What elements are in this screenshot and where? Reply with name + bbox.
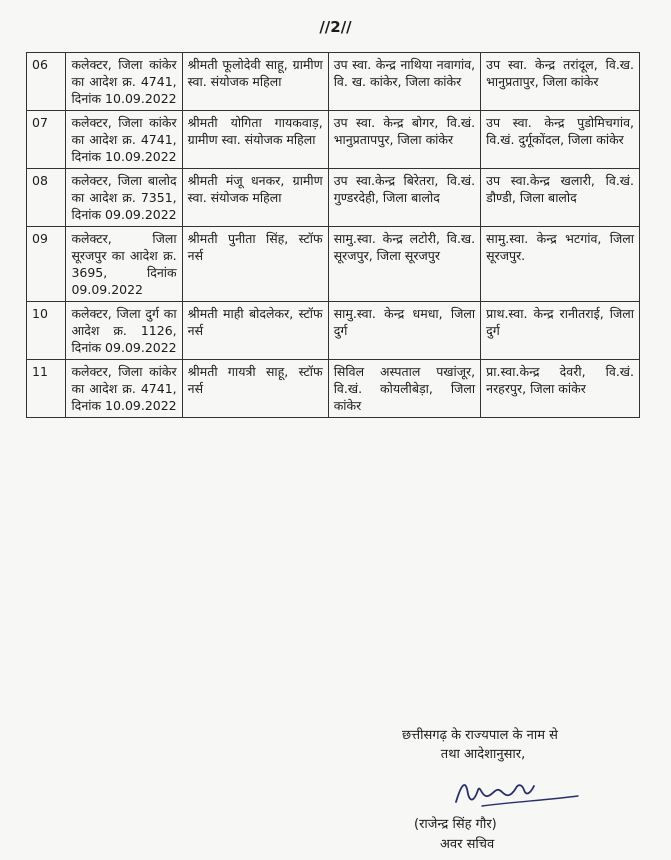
signatory-designation: अवर सचिव bbox=[440, 837, 495, 852]
signatory-name: (राजेन्द्र सिंह गौर) bbox=[414, 817, 497, 832]
from-location-cell-text: सामु.स्वा. केन्द्र धमधा, जिला दुर्ग bbox=[333, 306, 476, 338]
from-location-cell-text: उप स्वा.केन्द्र बिरेतरा, वि.खं. गुण्डरदेही, जिला बालोद bbox=[333, 173, 476, 205]
serial-number-cell-text: 08 bbox=[32, 173, 48, 188]
from-location-cell bbox=[328, 111, 480, 169]
serial-number-cell bbox=[27, 227, 66, 302]
transfer-order-table bbox=[26, 52, 640, 418]
to-location-cell-text: उप स्वा. केन्द्र पुडोमिचगांव, वि.खं. दुर्गूकोंदल, जिला कांकेर bbox=[486, 115, 634, 147]
order-authority-cell-text: कलेक्टर, जिला सूरजपुर का आदेश क्र. 3695, दिनांक 09.09.2022 bbox=[71, 231, 177, 297]
closing-block bbox=[330, 726, 630, 764]
to-location-cell bbox=[481, 302, 640, 360]
employee-name-cell-text: श्रीमती योगिता गायकवाड़, ग्रामीण स्वा. संयोजक महिला bbox=[187, 115, 323, 147]
to-location-cell bbox=[481, 227, 640, 302]
serial-number-cell-text: 07 bbox=[32, 115, 48, 130]
table-row bbox=[27, 302, 640, 360]
employee-name-cell-text: श्रीमती गायत्री साहू, स्टॉफ नर्स bbox=[187, 364, 323, 396]
serial-number-cell bbox=[27, 53, 66, 111]
to-location-cell-text: उप स्वा. केन्द्र तरांदूल, वि.ख. भानुप्रतापुर, जिला कांकेर bbox=[486, 57, 634, 89]
serial-number-cell-text: 09 bbox=[32, 231, 48, 246]
employee-name-cell bbox=[182, 227, 328, 302]
order-authority-cell bbox=[66, 302, 182, 360]
closing-line-2: तथा आदेशानुसार, bbox=[440, 747, 526, 762]
to-location-cell-text: प्रा.स्वा.केन्द्र देवरी, वि.खं. नरहरपुर, जिला कांकेर bbox=[486, 364, 634, 396]
table-body bbox=[27, 53, 640, 418]
table-row bbox=[27, 169, 640, 227]
order-authority-cell-text: कलेक्टर, जिला कांकेर का आदेश क्र. 4741, दिनांक 10.09.2022 bbox=[71, 364, 177, 413]
order-authority-cell-text: कलेक्टर, जिला दुर्ग का आदेश क्र. 1126, दिनांक 09.09.2022 bbox=[71, 306, 177, 355]
employee-name-cell-text: श्रीमती मंजू धनकर, ग्रामीण स्वा. संयोजक महिला bbox=[187, 173, 323, 205]
order-authority-cell bbox=[66, 227, 182, 302]
to-location-cell-text: उप स्वा.केन्द्र खलारी, वि.खं. डौण्डी, जिला बालोद bbox=[486, 173, 634, 205]
from-location-cell bbox=[328, 227, 480, 302]
order-authority-cell bbox=[66, 360, 182, 418]
serial-number-cell bbox=[27, 302, 66, 360]
to-location-cell-text: प्राथ.स्वा. केन्द्र रानीतराई, जिला दुर्ग bbox=[486, 306, 634, 338]
serial-number-cell bbox=[27, 111, 66, 169]
serial-number-cell bbox=[27, 360, 66, 418]
employee-name-cell-text: श्रीमती माही बोदलेकर, स्टॉफ नर्स bbox=[187, 306, 323, 338]
employee-name-cell bbox=[182, 53, 328, 111]
to-location-cell bbox=[481, 360, 640, 418]
employee-name-cell-text: श्रीमती फूलोदेवी साहू, ग्रामीण स्वा. संयोजक महिला bbox=[187, 57, 323, 89]
table-row bbox=[27, 53, 640, 111]
from-location-cell-text: सिविल अस्पताल पखांजूर, वि.खं. कोयलीबेड़ा, जिला कांकेर bbox=[333, 364, 476, 413]
table-row bbox=[27, 227, 640, 302]
closing-line-1: छत्तीसगढ़ के राज्यपाल के नाम से bbox=[402, 728, 558, 743]
serial-number-cell-text: 10 bbox=[32, 306, 48, 321]
from-location-cell-text: उप स्वा. केन्द्र नाथिया नवागांव, वि. ख. कांकेर, जिला कांकेर bbox=[333, 57, 476, 89]
table-row bbox=[27, 111, 640, 169]
from-location-cell bbox=[328, 302, 480, 360]
serial-number-cell-text: 06 bbox=[32, 57, 48, 72]
order-authority-cell bbox=[66, 169, 182, 227]
page-number: //2// bbox=[319, 18, 352, 36]
from-location-cell-text: उप स्वा. केन्द्र बोगर, वि.खं. भानुप्रतापपुर, जिला कांकेर bbox=[333, 115, 476, 147]
employee-name-cell bbox=[182, 111, 328, 169]
from-location-cell bbox=[328, 360, 480, 418]
table-row bbox=[27, 360, 640, 418]
order-authority-cell bbox=[66, 111, 182, 169]
order-authority-cell-text: कलेक्टर, जिला कांकेर का आदेश क्र. 4741, दिनांक 10.09.2022 bbox=[71, 115, 177, 164]
employee-name-cell bbox=[182, 302, 328, 360]
to-location-cell bbox=[481, 169, 640, 227]
order-authority-cell-text: कलेक्टर, जिला कांकेर का आदेश क्र. 4741, दिनांक 10.09.2022 bbox=[71, 57, 177, 106]
to-location-cell bbox=[481, 53, 640, 111]
order-authority-cell-text: कलेक्टर, जिला बालोद का आदेश क्र. 7351, दिनांक 09.09.2022 bbox=[71, 173, 177, 222]
serial-number-cell-text: 11 bbox=[32, 364, 48, 379]
employee-name-cell bbox=[182, 169, 328, 227]
serial-number-cell bbox=[27, 169, 66, 227]
from-location-cell-text: सामु.स्वा. केन्द्र लटोरी, वि.ख. सूरजपुर, जिला सूरजपुर bbox=[333, 231, 476, 263]
from-location-cell bbox=[328, 53, 480, 111]
to-location-cell-text: सामु.स्वा. केन्द्र भटगांव, जिला सूरजपुर. bbox=[486, 231, 634, 263]
order-authority-cell bbox=[66, 53, 182, 111]
employee-name-cell-text: श्रीमती पुनीता सिंह, स्टॉफ नर्स bbox=[187, 231, 323, 263]
employee-name-cell bbox=[182, 360, 328, 418]
to-location-cell bbox=[481, 111, 640, 169]
handwritten-signature bbox=[452, 772, 582, 816]
from-location-cell bbox=[328, 169, 480, 227]
